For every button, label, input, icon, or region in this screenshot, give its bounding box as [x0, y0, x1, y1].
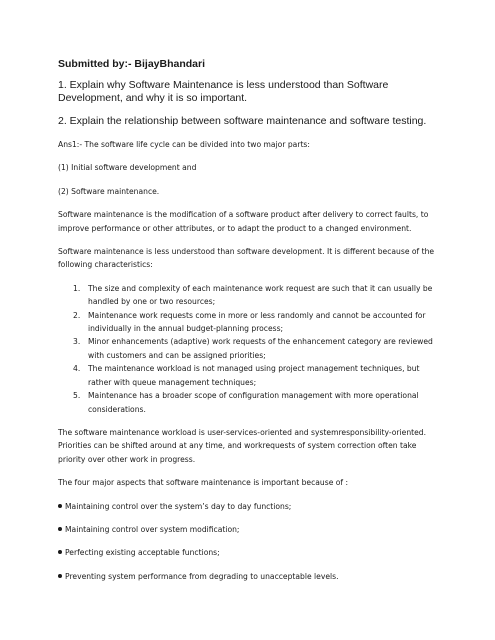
bullet-icon: [58, 574, 62, 578]
list-item-number: 3.: [73, 337, 81, 347]
answer-part-2: (2) Software maintenance.: [58, 186, 160, 196]
question-1: 1. Explain why Software Maintenance is less understood than Software Development, and why it is so important.: [58, 79, 389, 104]
list-item: [58, 389, 438, 416]
bullet-icon: [58, 527, 62, 531]
aspect-item: [58, 500, 438, 513]
list-item-number: 5.: [73, 391, 81, 401]
answer-intro: Ans1:- The software life cycle can be divided into two major parts:: [58, 140, 310, 149]
aspects-intro: The four major aspects that software maintenance is important because of :: [58, 478, 349, 488]
list-item: [58, 282, 438, 309]
answer-part-1: (1) Initial software development and: [58, 163, 197, 173]
submitted-by-heading: Submitted by:- BijayBhandari: [58, 58, 206, 70]
list-item-text: Maintenance work requests come in more or less randomly and cannot be accounted for individually in the annual budget-planning process;: [88, 310, 426, 334]
question-2: 2. Explain the relationship between software maintenance and software testing.: [58, 115, 427, 127]
list-item-text: Minor enhancements (adaptive) work requests of the enhancement category are reviewed with customers and can be assigned priorities;: [88, 337, 433, 360]
list-item-number: 1.: [73, 283, 81, 293]
bullet-icon: [58, 504, 62, 508]
list-item-text: The size and complexity of each maintenance work request are such that it can usually be handled by one or two resources;: [88, 283, 433, 307]
maintenance-definition: Software maintenance is the modification of a software product after delivery to correct faults, to improve performance or other attributes, or to adapt the product to a changed environment.: [58, 210, 429, 233]
characteristics-list: [58, 282, 438, 416]
list-item-text: Maintenance has a broader scope of configuration management with more operational considerations.: [88, 391, 419, 414]
workload-paragraph: The software maintenance workload is user-services-oriented and systemresponsibility-oriented. Priorities can be shifted around at any time, and workrequests of system correction often take priority over other work in progress.: [58, 427, 427, 464]
bullet-icon: [58, 550, 62, 554]
list-item: [58, 335, 438, 362]
aspect-text: Maintaining control over the system’s day to day functions;: [65, 501, 292, 511]
aspect-text: Maintaining control over system modification;: [65, 524, 240, 534]
aspect-text: Perfecting existing acceptable functions;: [65, 548, 220, 558]
document-page: [58, 58, 438, 593]
aspect-text: Preventing system performance from degrading to unacceptable levels.: [65, 571, 339, 581]
list-item: [58, 309, 438, 336]
list-item: [58, 362, 438, 389]
aspect-item: [58, 570, 438, 583]
list-item-text: The maintenance workload is not managed using project management techniques, but rather with queue management techniques;: [88, 364, 420, 387]
aspect-item: [58, 546, 438, 559]
aspect-item: [58, 523, 438, 536]
list-item-number: 2.: [73, 310, 81, 320]
characteristics-intro: Software maintenance is less understood than software development. It is different because of the following characteristics:: [58, 247, 435, 270]
list-item-number: 4.: [73, 364, 81, 374]
